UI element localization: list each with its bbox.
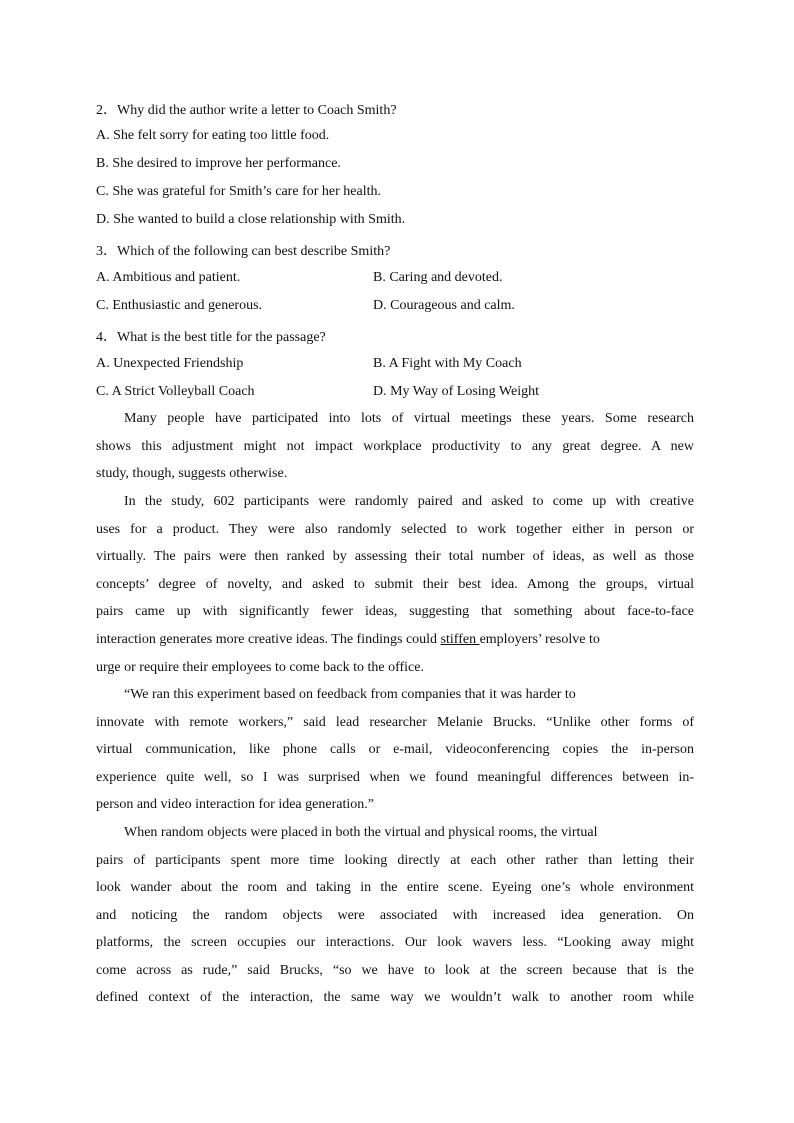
passage-p4-line: come across as rude,” said Brucks, “so we have to look at the screen because that is the — [96, 963, 694, 978]
passage-p2-line: In the study, 602 participants were randomly paired and asked to come up with creative — [124, 494, 694, 509]
passage-text: employers’ resolve to — [479, 632, 600, 647]
question-4-option-d: D. My Way of Losing Weight — [373, 384, 539, 399]
question-2-option-d: D. She wanted to build a close relationship with Smith. — [96, 212, 406, 227]
question-2-option-a: A. She felt sorry for eating too little food. — [96, 128, 330, 143]
underlined-word-stiffen: stiffen — [440, 632, 480, 647]
passage-p3-line: innovate with remote workers,” said lead researcher Melanie Brucks. “Unlike other forms of — [96, 715, 694, 730]
passage-p4-line: and noticing the random objects were associated with increased idea generation. On — [96, 908, 694, 923]
passage-p4-line: defined context of the interaction, the same way we wouldn’t walk to another room while — [96, 990, 694, 1005]
passage-p4-line: pairs of participants spent more time looking directly at each other rather than letting their — [96, 853, 694, 868]
passage-p3-line: virtual communication, like phone calls or e-mail, videoconferencing copies the in-person — [96, 742, 694, 757]
passage-p3-line: experience quite well, so I was surprised when we found meaningful differences between in- — [96, 770, 694, 785]
passage-p2-line: uses for a product. They were also randomly selected to work together either in person or — [96, 522, 694, 537]
question-3-option-d: D. Courageous and calm. — [373, 298, 515, 313]
question-3-option-b: B. Caring and devoted. — [373, 270, 503, 285]
passage-p3-line: “We ran this experiment based on feedback from companies that it was harder to — [124, 687, 576, 702]
question-2-option-c: C. She was grateful for Smith’s care for her health. — [96, 184, 381, 199]
passage-p2-line — [96, 632, 694, 648]
question-2-option-b: B. She desired to improve her performance. — [96, 156, 341, 171]
passage-p3-line: person and video interaction for idea generation.” — [96, 797, 374, 812]
question-4-stem: 4．What is the best title for the passage? — [96, 330, 326, 345]
passage-p4-line: When random objects were placed in both the virtual and physical rooms, the virtual — [124, 825, 598, 840]
question-4-option-b: B. A Fight with My Coach — [373, 356, 522, 371]
passage-p1-line: shows this adjustment might not impact workplace productivity to any great degree. A new — [96, 439, 694, 454]
question-4-option-c: C. A Strict Volleyball Coach — [96, 384, 255, 399]
passage-p1-line: study, though, suggests otherwise. — [96, 466, 288, 481]
question-3-option-c: C. Enthusiastic and generous. — [96, 298, 263, 313]
question-4-option-a: A. Unexpected Friendship — [96, 356, 244, 371]
passage-p4-line: platforms, the screen occupies our interactions. Our look wavers less. “Looking away might — [96, 935, 694, 950]
question-3-stem: 3．Which of the following can best describe Smith? — [96, 244, 391, 259]
passage-p4-line: look wander about the room and taking in the entire scene. Eyeing one’s whole environment — [96, 880, 694, 895]
passage-p2-line: concepts’ degree of novelty, and asked to submit their best idea. Among the groups, virtual — [96, 577, 694, 592]
passage-p2-line: urge or require their employees to come back to the office. — [96, 660, 424, 675]
question-2-stem: 2．Why did the author write a letter to Coach Smith? — [96, 103, 397, 118]
question-3-option-a: A. Ambitious and patient. — [96, 270, 241, 285]
passage-text: interaction generates more creative ideas. The findings could — [96, 632, 441, 647]
passage-p2-line: virtually. The pairs were then ranked by assessing their total number of ideas, as well as those — [96, 549, 694, 564]
passage-p1-line: Many people have participated into lots of virtual meetings these years. Some research — [124, 411, 694, 426]
passage-p2-line: pairs came up with significantly fewer ideas, suggesting that something about face-to-face — [96, 604, 694, 619]
